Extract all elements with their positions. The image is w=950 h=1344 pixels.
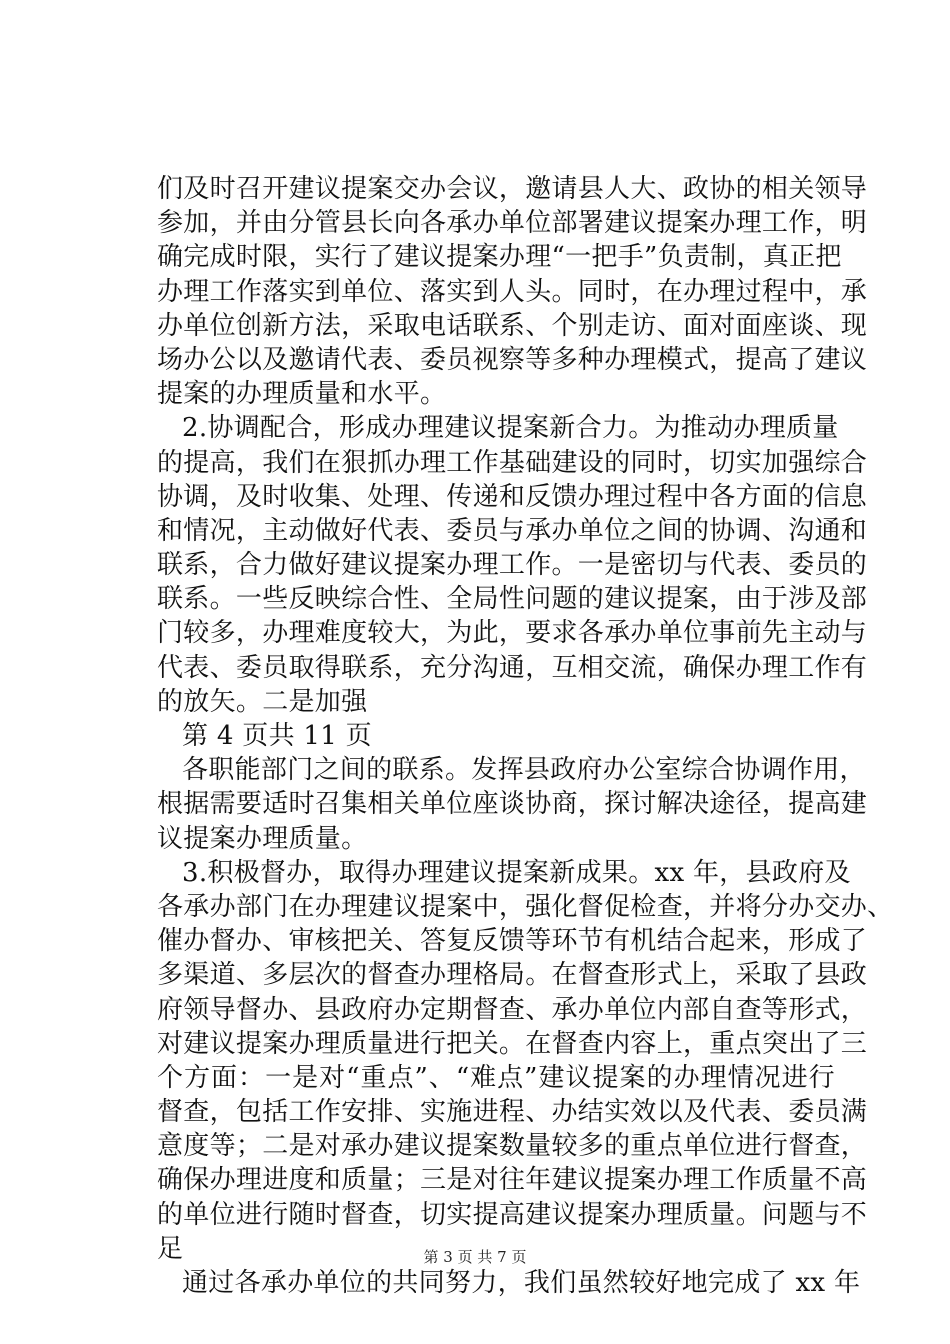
- text-line: 个方面：一是对“重点”、“难点”建议提案的办理情况进行: [157, 1062, 835, 1093]
- text-line: 的单位进行随时督查，切实提高建议提案办理质量。问题与不: [157, 1199, 868, 1230]
- text-line: 府领导督办、县政府办定期督查、承办单位内部自查等形式，: [157, 994, 868, 1025]
- text-line: 各承办部门在办理建议提案中，强化督促检查，并将分办交办、: [157, 891, 894, 922]
- text-line: 通过各承办单位的共同努力，我们虽然较好地完成了 xx 年: [182, 1268, 861, 1298]
- text-line: 对建议提案办理质量进行把关。在督查内容上，重点突出了三: [157, 1028, 868, 1059]
- inline-page-marker: 第 4 页共 11 页: [182, 721, 372, 751]
- text-line: 的放矢。二是加强: [157, 686, 368, 717]
- text-line: 提案的办理质量和水平。: [157, 379, 447, 410]
- text-line: 联系。一些反映综合性、全局性问题的建议提案，由于涉及部: [157, 584, 868, 615]
- text-line: 门较多，办理难度较大，为此，要求各承办单位事前先主动与: [157, 618, 868, 649]
- text-line: 督查，包括工作安排、实施进程、办结实效以及代表、委员满: [157, 1097, 868, 1128]
- text-line: 议提案办理质量。: [157, 823, 368, 854]
- text-line: 和情况，主动做好代表、委员与承办单位之间的协调、沟通和: [157, 515, 868, 546]
- text-line: 们及时召开建议提案交办会议，邀请县人大、政协的相关领导: [157, 174, 868, 204]
- text-line: 代表、委员取得联系，充分沟通，互相交流，确保办理工作有: [157, 652, 868, 683]
- text-line: 足: [157, 1233, 184, 1264]
- text-line: 参加，并由分管县长向各承办单位部署建议提案办理工作，明: [157, 208, 868, 239]
- text-line: 意度等；二是对承办建议提案数量较多的重点单位进行督查，: [157, 1131, 868, 1162]
- text-line: 根据需要适时召集相关单位座谈协商，探讨解决途径，提高建: [157, 789, 868, 820]
- text-line: 办理工作落实到单位、落实到人头。同时，在办理过程中，承: [157, 276, 868, 307]
- text-line: 确保办理进度和质量；三是对往年建议提案办理工作质量不高: [157, 1165, 868, 1196]
- text-line: 催办督办、审核把关、答复反馈等环节有机结合起来，形成了: [157, 926, 868, 957]
- text-line: 场办公以及邀请代表、委员视察等多种办理模式，提高了建议: [157, 344, 868, 375]
- text-line: 多渠道、多层次的督查办理格局。在督查形式上，采取了县政: [157, 960, 868, 991]
- text-line: 的提高，我们在狠抓办理工作基础建设的同时，切实加强综合: [157, 447, 868, 478]
- text-line: 确完成时限，实行了建议提案办理“一把手”负责制，真正把: [157, 242, 842, 273]
- text-line: 3.积极督办，取得办理建议提案新成果。xx 年，县政府及: [182, 857, 851, 888]
- text-line: 联系，合力做好建议提案办理工作。一是密切与代表、委员的: [157, 550, 868, 581]
- body-text: [157, 172, 894, 1300]
- text-line: 办单位创新方法，采取电话联系、个别走访、面对面座谈、现: [157, 310, 868, 341]
- text-line: 协调，及时收集、处理、传递和反馈办理过程中各方面的信息: [157, 481, 868, 512]
- text-line: 各职能部门之间的联系。发挥县政府办公室综合协调作用，: [182, 755, 866, 786]
- page-footer: 第 3 页 共 7 页: [423, 1248, 527, 1266]
- text-line: 2.协调配合，形成办理建议提案新合力。为推动办理质量: [182, 413, 839, 444]
